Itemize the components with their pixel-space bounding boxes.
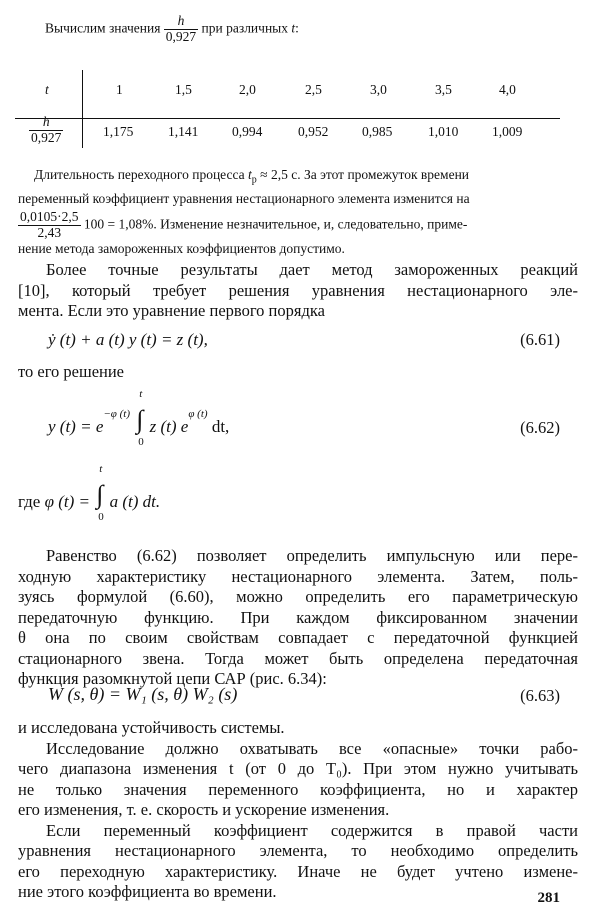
ratio-value: 0,994 <box>232 124 263 139</box>
integral-sign: t ∫ 0 <box>96 463 104 523</box>
eq62-mid: z (t) e <box>149 416 189 436</box>
eq62-tail: dt, <box>211 416 230 436</box>
note-fraction <box>18 210 81 241</box>
para3-line: и исследована устойчивость системы. <box>18 718 285 737</box>
intro-frac-den: 0,927 <box>165 28 197 44</box>
para2-line: стационарного звена. Тогда может быть определена передаточная <box>18 648 578 668</box>
note-line4: нение метода замороженных коэффициентов допустимо. <box>18 241 345 257</box>
intro-suffix: при различных <box>201 20 288 36</box>
t-value: 1 <box>116 82 123 97</box>
para2-line: передаточную функцию. При каждом фиксированном значении <box>18 607 578 627</box>
para1-line: [10], который требует решения уравнения нестационарного эле- <box>18 280 578 300</box>
note-line1 <box>18 166 578 190</box>
equation-number-6-62: (6.62) <box>520 418 560 437</box>
intro-var: t <box>291 20 296 36</box>
note-frac-num: 0,0105·2,5 <box>20 208 79 224</box>
table-vertical-rule <box>82 70 83 148</box>
phi-definition <box>18 463 161 532</box>
note-line3 <box>18 210 578 241</box>
ratio-value: 0,952 <box>298 124 329 139</box>
page-number: 281 <box>537 890 560 906</box>
note-frac-den: 2,43 <box>37 224 62 240</box>
where-lower: 0 <box>98 511 104 523</box>
equation-6-62 <box>48 388 230 457</box>
intro-line <box>45 14 299 45</box>
para2-line: Равенство (6.62) позволяет определить импульсную или пере- <box>46 546 578 565</box>
note-text: 100 = 1,08%. Изменение незначительное, и, следовательно, приме- <box>83 216 468 232</box>
note-sub: p <box>251 174 257 186</box>
para3-line: ние этого коэффициента во времени. <box>18 882 277 901</box>
where-prefix: где <box>18 491 41 511</box>
para2-line: зуясь формулой (6.60), можно определить его параметрическую <box>18 587 578 606</box>
table-row2-den: 0,927 <box>31 129 62 145</box>
paragraph-2 <box>18 546 578 690</box>
para3-line: Исследование должно охватывать все «опасные» точки рабо- <box>46 738 578 758</box>
table-row2-label <box>29 115 63 146</box>
where-lhs: φ (t) = <box>44 491 90 511</box>
para3-line: его переходную характеристику. Иначе не будет учтено измене- <box>18 861 578 881</box>
table-row1-label: t <box>45 82 49 97</box>
intro-fraction <box>164 14 198 45</box>
para3-line: чего диапазона изменения t (от 0 до T₀). При этом нужно учитывать <box>18 759 578 778</box>
ratio-value: 0,985 <box>362 124 393 139</box>
where-rhs: a (t) dt. <box>109 491 161 511</box>
note-block <box>18 166 578 258</box>
where-upper: t <box>99 463 103 475</box>
intro-prefix: Вычислим значения <box>45 20 161 36</box>
para3-line: его изменения, т. е. скорость и ускорение изменения. <box>18 800 390 819</box>
intro-frac-num: h <box>164 14 198 30</box>
para2-line: функция разомкнутой цепи САР (рис. 6.34): <box>18 669 327 688</box>
para3-line: уравнения нестационарного элемента, то необходимо определить <box>18 841 578 860</box>
eq62-upper: t <box>139 388 143 400</box>
ratio-value: 1,141 <box>168 124 199 139</box>
values-table <box>15 70 560 150</box>
note-line2: переменный коэффициент уравнения нестационарного элемента изменится на <box>18 190 470 206</box>
para1-line: Более точные результаты дает метод замороженных реакций <box>46 260 578 279</box>
intro-colon: : <box>295 20 299 36</box>
para1-line: мента. Если это уравнение первого порядка <box>18 301 325 320</box>
para3-line: не только значения переменного коэффициента, но и характер <box>18 779 578 799</box>
note-text: Длительность переходного процесса <box>34 167 245 182</box>
table-horizontal-rule <box>15 118 560 119</box>
para2-line: θ она по своим свойствам совпадает с передаточной функцией <box>18 628 578 647</box>
equation-number-6-61: (6.61) <box>520 330 560 349</box>
equation-6-61: ẏ (t) + a (t) y (t) = z (t), <box>48 330 208 349</box>
integral-sign: t ∫ 0 <box>136 388 144 448</box>
eq62-exp2: φ (t) <box>188 408 208 421</box>
then-text: то его решение <box>18 362 125 381</box>
t-value: 2,5 <box>305 82 322 97</box>
t-value: 3,0 <box>370 82 387 97</box>
t-value: 1,5 <box>175 82 192 97</box>
para2-line: ходную характеристику нестационарного элемента. Затем, поль- <box>18 566 578 586</box>
note-text: ≈ 2,5 с. За этот промежуток времени <box>260 167 470 182</box>
ratio-value: 1,175 <box>103 124 134 139</box>
paragraph-1 <box>18 260 578 322</box>
t-value: 3,5 <box>435 82 452 97</box>
t-value: 2,0 <box>239 82 256 97</box>
eq62-lower: 0 <box>138 436 144 448</box>
equation-number-6-63: (6.63) <box>520 686 560 705</box>
equation-6-63: W (s, θ) = W₁ (s, θ) W₂ (s) <box>48 684 238 704</box>
t-value: 4,0 <box>499 82 516 97</box>
paragraph-3 <box>18 718 578 903</box>
note-var: t <box>248 167 252 182</box>
eq62-exp1: −φ (t) <box>103 408 130 421</box>
table-row2-num: h <box>29 115 63 131</box>
eq62-lhs: y (t) = e <box>48 416 104 436</box>
ratio-value: 1,009 <box>492 124 523 139</box>
ratio-value: 1,010 <box>428 124 459 139</box>
para3-line: Если переменный коэффициент содержится в правой части <box>46 820 578 840</box>
